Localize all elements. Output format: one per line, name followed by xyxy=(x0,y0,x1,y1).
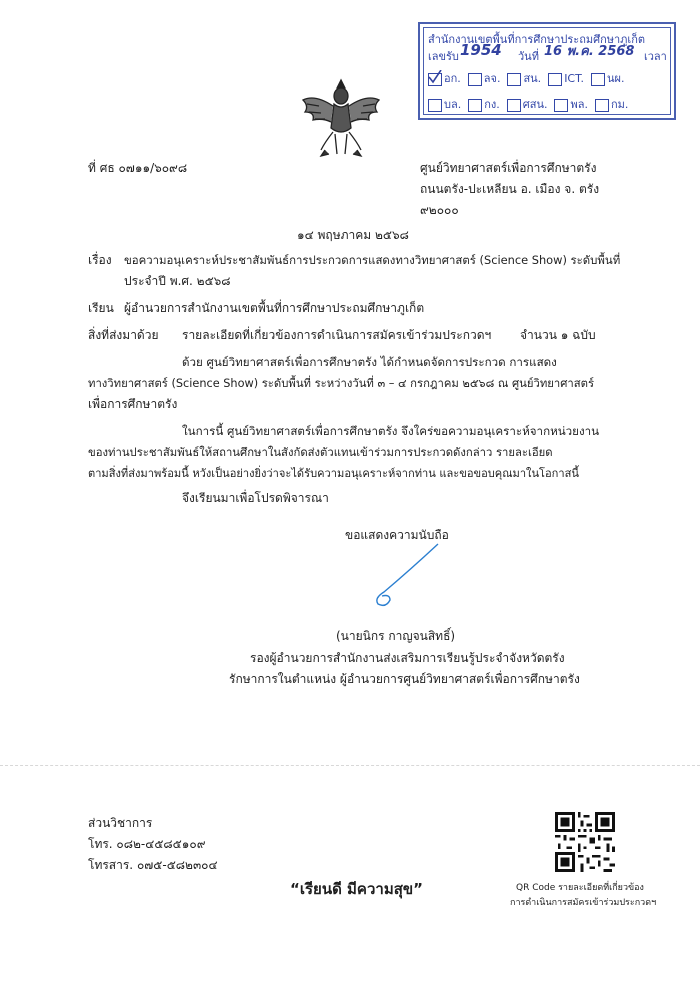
checkbox-icon xyxy=(507,73,521,86)
document-number: ที่ ศธ ๐๗๑๑/๖๐๙๘ xyxy=(88,161,188,175)
checkbox-icon xyxy=(554,99,568,112)
stamp-row2 xyxy=(428,95,628,113)
footer-slogan: “เรียนดี มีความสุข” xyxy=(290,880,423,898)
stamp-check-8: ศสน. xyxy=(507,98,548,111)
page-divider xyxy=(0,765,700,766)
para2-line-2: ของท่านประชาสัมพันธ์ให้สถานศึกษาในสังกัดส่งตัวแทนเข้าร่วมการประกวดดังกล่าว รายละเอียด xyxy=(88,446,553,459)
checkbox-icon xyxy=(468,99,482,112)
qr-code-icon[interactable] xyxy=(555,812,615,872)
stamp-recv-no: 1954 xyxy=(460,41,502,59)
checkbox-icon xyxy=(468,73,482,86)
checkbox-icon xyxy=(428,99,442,112)
receiving-stamp xyxy=(418,22,676,120)
stamp-time-label: เวลา xyxy=(644,50,667,63)
para1-line-1: ด้วย ศูนย์วิทยาศาสตร์เพื่อการศึกษาตรัง ได้กำหนดจัดการประกวด การแสดง xyxy=(182,355,557,369)
checkbox-icon xyxy=(428,73,442,86)
stamp-check-6: บล. xyxy=(428,98,461,111)
to-label: เรียน xyxy=(88,301,114,315)
stamp-check-5: นผ. xyxy=(591,72,624,85)
signer-title-2: รักษาการในตำแหน่ง ผู้อำนวยการศูนย์วิทยาศาสตร์เพื่อการศึกษาตรัง xyxy=(229,672,580,686)
enclosure-label: สิ่งที่ส่งมาด้วย xyxy=(88,328,159,342)
checkbox-icon xyxy=(507,99,521,112)
stamp-date-label: วันที่ xyxy=(518,50,539,63)
checkbox-icon xyxy=(548,73,562,86)
stamp-check-9: พล. xyxy=(554,98,588,111)
regards-line: ขอแสดงความนับถือ xyxy=(345,528,449,542)
qr-caption-1: QR Code รายละเอียดที่เกี่ยวข้อง xyxy=(516,883,644,893)
stamp-check-2: ลจ. xyxy=(468,72,501,85)
checkbox-icon xyxy=(591,73,605,86)
closing-line: จึงเรียนมาเพื่อโปรดพิจารณา xyxy=(182,491,329,505)
stamp-check-1: อก. xyxy=(428,72,461,85)
signature-icon xyxy=(360,540,450,610)
footer-tel: โทร. ๐๘๒-๔๕๘๕๑๐๙ xyxy=(88,837,206,851)
signer-title-1: รองผู้อำนวยการสำนักงานส่งเสริมการเรียนรู้ประจำจังหวัดตรัง xyxy=(250,651,565,665)
signer-name: (นายนิกร กาญจนสิทธิ์) xyxy=(336,629,456,643)
checkmark-icon xyxy=(428,70,442,84)
subject-label: เรื่อง xyxy=(88,253,112,267)
document-date: ๑๔ พฤษภาคม ๒๕๖๘ xyxy=(297,228,409,242)
sender-postcode: ๙๒๐๐๐ xyxy=(420,203,459,217)
para2-line-1: ในการนี้ ศูนย์วิทยาศาสตร์เพื่อการศึกษาตรัง จึงใคร่ขอความอนุเคราะห์จากหน่วยงาน xyxy=(182,424,600,438)
stamp-check-4: ICT. xyxy=(548,72,584,85)
checkbox-icon xyxy=(595,99,609,112)
stamp-check-10: กม. xyxy=(595,98,628,111)
subject-line-2: ประจำปี พ.ศ. ๒๕๖๘ xyxy=(124,274,231,288)
qr-caption-2: การดำเนินการสมัครเข้าร่วมประกวดฯ xyxy=(510,898,657,908)
to-value: ผู้อำนวยการสำนักงานเขตพื้นที่การศึกษาประถมศึกษาภูเก็ต xyxy=(124,301,425,315)
stamp-check-3: สน. xyxy=(507,72,541,85)
garuda-emblem-icon xyxy=(295,76,387,158)
stamp-row1 xyxy=(428,69,625,87)
enclosure-count: จำนวน ๑ ฉบับ xyxy=(520,328,596,342)
subject-line-1: ขอความอนุเคราะห์ประชาสัมพันธ์การประกวดการแสดงทางวิทยาศาสตร์ (Science Show) ระดับพื้นที่ xyxy=(124,253,621,267)
sender-address: ถนนตรัง-ปะเหลียน อ. เมือง จ. ตรัง xyxy=(420,182,600,196)
stamp-recv-label: เลขรับ xyxy=(428,50,459,63)
footer-fax: โทรสาร. ๐๗๕-๕๘๒๓๐๔ xyxy=(88,858,218,872)
sender-org: ศูนย์วิทยาศาสตร์เพื่อการศึกษาตรัง xyxy=(420,161,597,175)
footer-department: ส่วนวิชาการ xyxy=(88,816,153,830)
stamp-date-value: 16 พ.ค. 2568 xyxy=(544,44,635,59)
stamp-check-7: กง. xyxy=(468,98,500,111)
para1-line-3: เพื่อการศึกษาตรัง xyxy=(88,397,178,411)
stamp-office: สำนักงานเขตพื้นที่การศึกษาประถมศึกษาภูเก็ต xyxy=(428,33,645,46)
para1-line-2: ทางวิทยาศาสตร์ (Science Show) ระดับพื้นที่ ระหว่างวันที่ ๓ – ๔ กรกฎาคม ๒๕๖๘ ณ ศูนย์วิทยาศาสตร์ xyxy=(88,377,595,390)
enclosure-value: รายละเอียดที่เกี่ยวข้องการดำเนินการสมัครเข้าร่วมประกวดฯ xyxy=(182,328,492,342)
para2-line-3: ตามสิ่งที่ส่งมาพร้อมนี้ หวังเป็นอย่างยิ่งว่าจะได้รับความอนุเคราะห์จากท่าน และขอขอบคุณมาในโอกาสนี้ xyxy=(88,467,579,480)
